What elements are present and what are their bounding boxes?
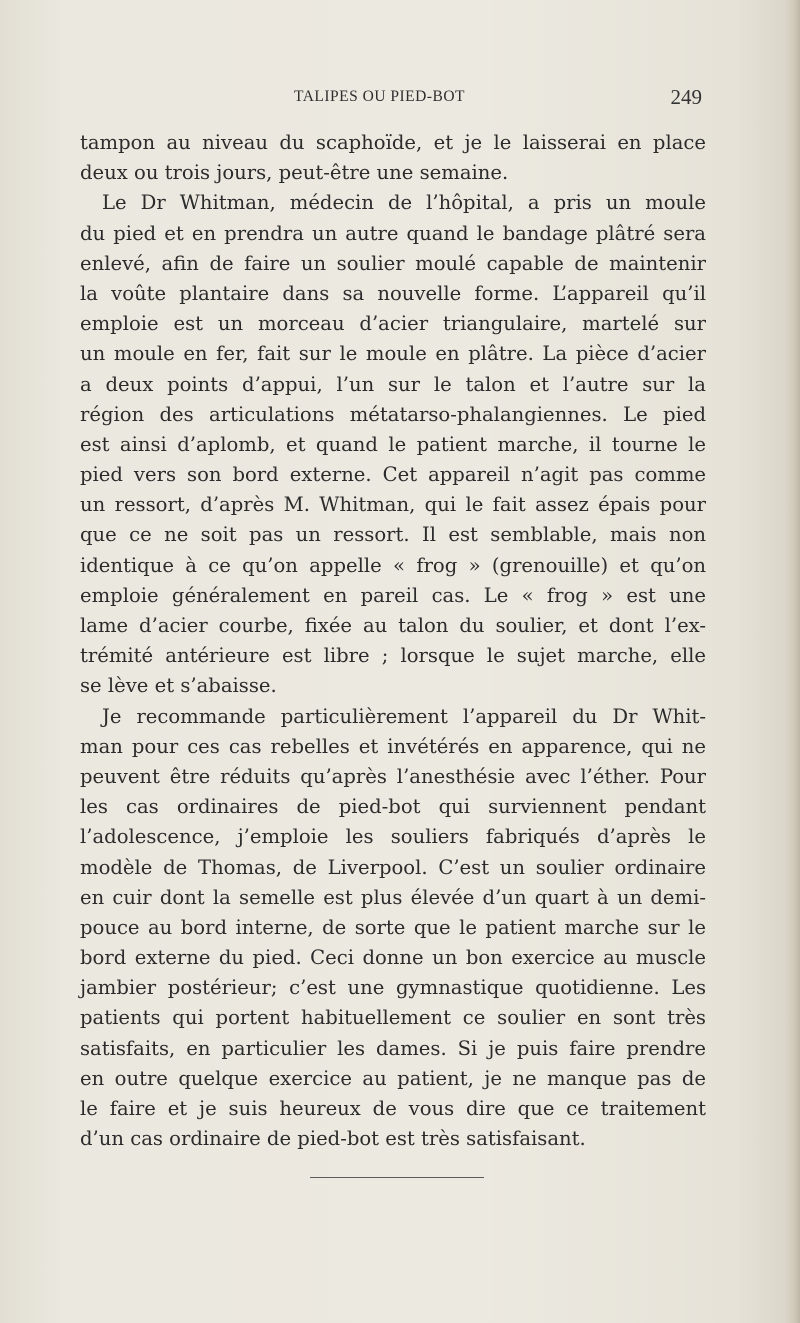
text-line: se lève et s’abaisse. — [80, 674, 277, 698]
text-line: est ainsi d’aplomb, et quand le patient marche, il tourne le — [80, 432, 706, 456]
text-line: emploie généralement en pareil cas. Le « frog » est une — [80, 583, 706, 607]
text-line: l’adolescence, j’emploie les souliers fabriqués d’après le — [80, 825, 706, 849]
page-edge-shadow — [786, 0, 800, 1323]
text-line: lame d’acier courbe, fixée au talon du soulier, et dont l’ex- — [80, 614, 706, 637]
text-line: la voûte plantaire dans sa nouvelle forme. L’appareil qu’il — [80, 281, 706, 305]
text-line: peuvent être réduits qu’après l’anesthésie avec l’éther. Pour — [80, 764, 706, 788]
text-line: tampon au niveau du scaphoïde, et je le laisserai en place — [80, 131, 706, 154]
text-line: un ressort, d’après M. Whitman, qui le fait assez épais pour — [80, 493, 706, 517]
text-line: deux ou trois jours, peut-être une semaine. — [80, 161, 509, 185]
text-line: du pied et en prendra un autre quand le bandage plâtré sera — [80, 221, 706, 245]
text-line: man pour ces cas rebelles et invétérés en apparence, qui ne — [80, 734, 706, 758]
text-line: d’un cas ordinaire de pied-bot est très satisfaisant. — [80, 1127, 586, 1151]
text-line: satisfaits, en particulier les dames. Si je puis faire prendre — [80, 1036, 706, 1060]
text-line: Le Dr Whitman, médecin de l’hôpital, a pris un moule — [102, 191, 706, 215]
text-line: emploie est un morceau d’acier triangulaire, martelé sur — [80, 312, 706, 336]
text-line: région des articulations métatarso-phalangiennes. Le pied — [80, 402, 706, 426]
body-text — [80, 128, 706, 1154]
text-line: les cas ordinaires de pied-bot qui surviennent pendant — [80, 795, 706, 819]
page-header — [80, 85, 702, 114]
text-line: patients qui portent habituellement ce soulier en sont très — [80, 1006, 706, 1030]
text-line: en outre quelque exercice au patient, je ne manque pas de — [80, 1066, 706, 1090]
text-line: a deux points d’appui, l’un sur le talon et l’autre sur la — [80, 372, 706, 396]
text-line: modèle de Thomas, de Liverpool. C’est un soulier ordinaire — [80, 855, 706, 879]
text-line: enlevé, afin de faire un soulier moulé capable de maintenir — [80, 251, 706, 275]
text-line: que ce ne soit pas un ressort. Il est semblable, mais non — [80, 523, 706, 547]
text-line: identique à ce qu’on appelle « frog » (grenouille) et qu’on — [80, 553, 706, 577]
end-rule — [310, 1177, 484, 1178]
text-line: le faire et je suis heureux de vous dire que ce traitement — [80, 1097, 706, 1120]
running-title: TALIPES OU PIED-BOT — [294, 88, 466, 105]
page-number: 249 — [670, 85, 702, 109]
text-line: Je recommande particulièrement l’appareil du Dr Whit- — [102, 704, 706, 728]
text-line: pied vers son bord externe. Cet appareil n’agit pas comme — [80, 463, 706, 487]
text-line: jambier postérieur; c’est une gymnastique quotidienne. Les — [80, 976, 706, 1000]
text-line: trémité antérieure est libre ; lorsque le sujet marche, elle — [80, 644, 706, 668]
text-line: bord externe du pied. Ceci donne un bon exercice au muscle — [80, 946, 706, 970]
text-line: en cuir dont la semelle est plus élevée d’un quart à un demi- — [80, 885, 706, 909]
text-line: pouce au bord interne, de sorte que le patient marche sur le — [80, 915, 706, 939]
text-line: un moule en fer, fait sur le moule en plâtre. La pièce d’acier — [80, 342, 706, 366]
